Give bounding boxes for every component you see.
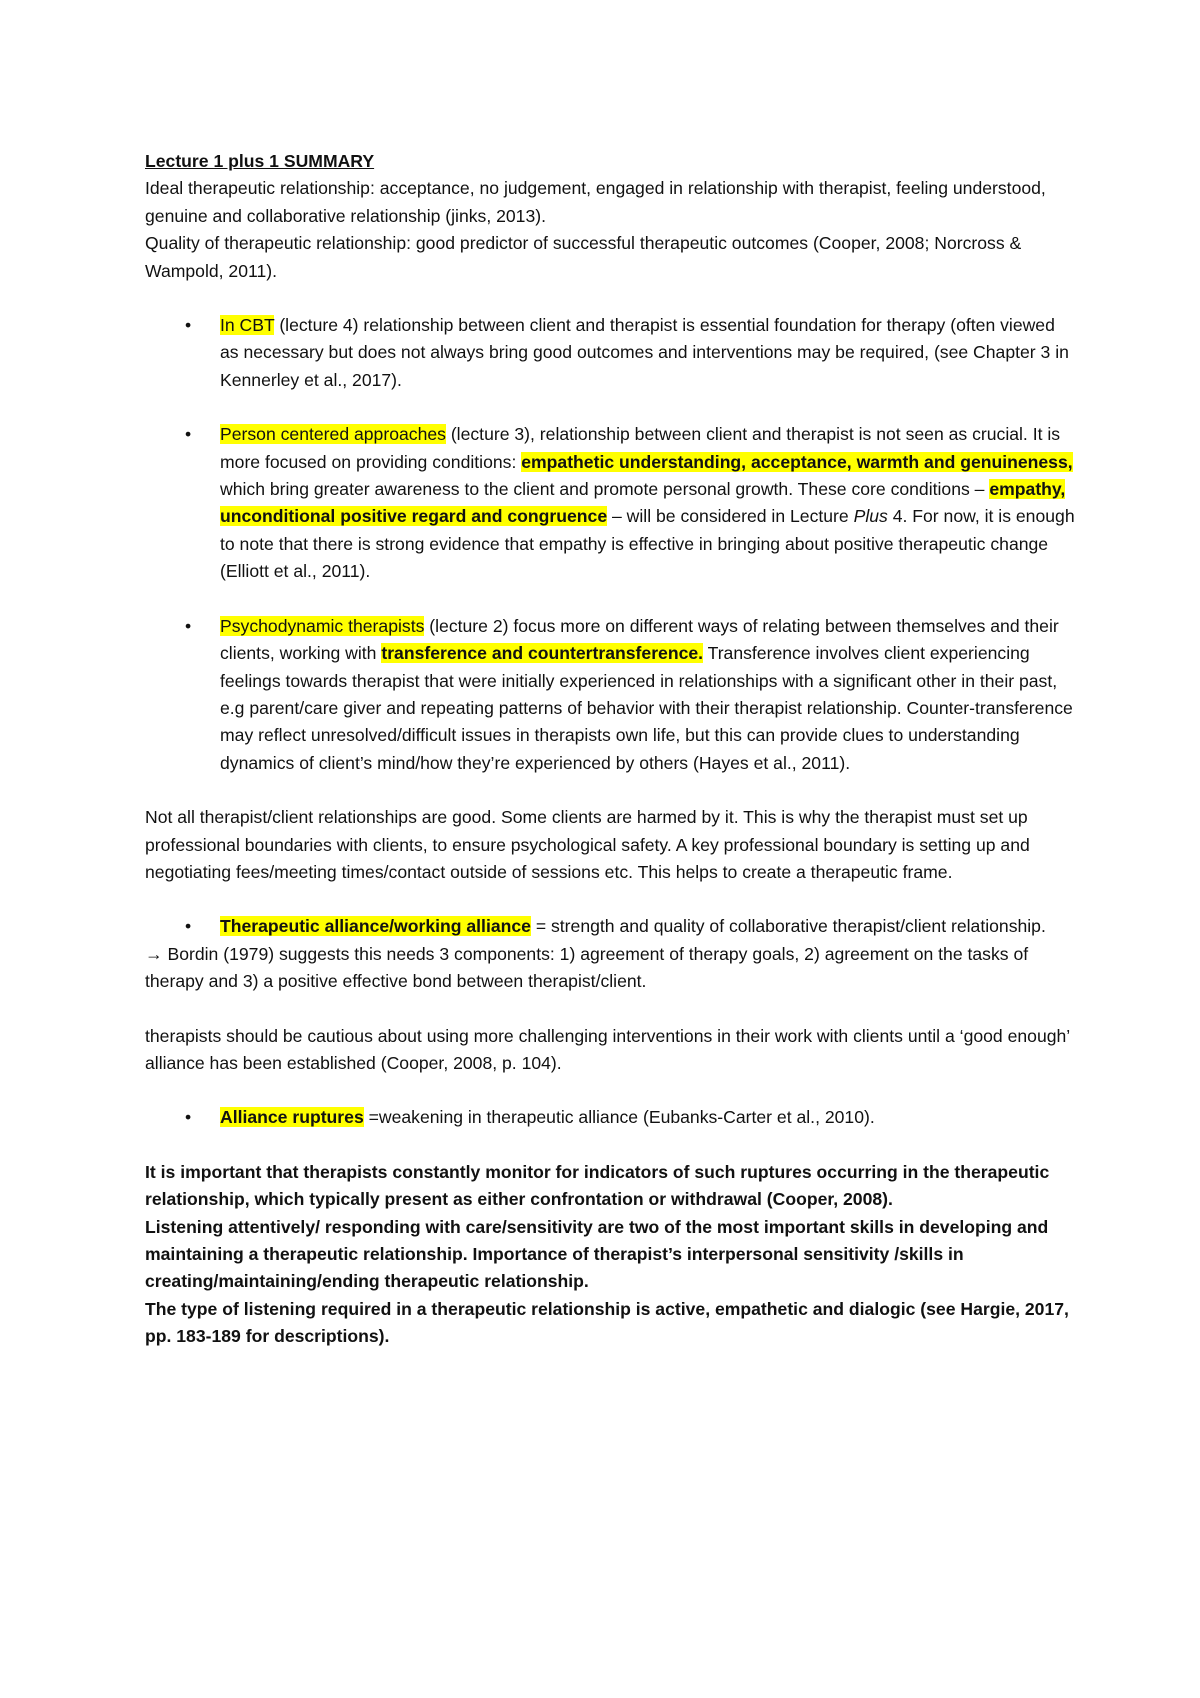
bullet-therapeutic-alliance <box>145 913 1075 940</box>
highlight-empathy-upr: empathy, unconditional positive regard and congruence <box>220 479 1066 527</box>
spacer <box>145 1077 1075 1104</box>
bullet-dot-icon: • <box>185 916 192 937</box>
paragraph-caution: therapists should be cautious about using more challenging interventions in their work with clients until a ‘good enough’ alliance has been established (Cooper, 2008, p. 104). <box>145 1025 1070 1073</box>
ruptures-text: =weakening in therapeutic alliance (Eubanks-Carter et al., 2010). <box>363 1107 875 1128</box>
cbt-text: (lecture 4) relationship between client and therapist is essential foundation for therapy (often viewed as necessary but does not always bring good outcomes and interventions may be required, (see Chapter 3 in Kennerley et al., 2017). <box>220 315 1069 390</box>
pca-text-4: 4. For now, it is enough to note that there is strong evidence that empathy is effective in bringing about positive therapeutic change (Elliott et al., 2011). <box>220 506 1075 582</box>
spacer <box>145 394 1075 421</box>
spacer <box>145 996 1075 1023</box>
highlight-transference: transference and countertransference. <box>381 643 704 664</box>
spacer <box>145 886 1075 913</box>
spacer <box>145 1132 1075 1159</box>
bullet-dot-icon: • <box>185 615 192 636</box>
highlight-core-conditions: empathetic understanding, acceptance, warmth and genuineness, <box>521 451 1073 472</box>
bullet-dot-icon: • <box>185 315 192 336</box>
bullet-alliance-ruptures <box>145 1104 1075 1131</box>
intro-ideal-relationship: Ideal therapeutic relationship: acceptance, no judgement, engaged in relationship with therapist, feeling understood, genuine and collaborative relationship (jinks, 2013). <box>145 178 1046 226</box>
pca-text-3: – will be considered in Lecture <box>607 506 854 527</box>
bullet-dot-icon: • <box>185 424 192 445</box>
paragraph-listening-type: The type of listening required in a therapeutic relationship is active, empathetic and dialogic (see Hargie, 2017, pp. 183-189 for descriptions). <box>145 1298 1069 1347</box>
bullet-person-centered <box>145 421 1075 585</box>
highlight-person-centered: Person centered approaches <box>220 424 446 445</box>
intro-quality-relationship: Quality of therapeutic relationship: good predictor of successful therapeutic outcomes (Cooper, 2008; Norcross & Wampold, 2011). <box>145 233 1022 281</box>
highlight-psychodynamic: Psychodynamic therapists <box>220 615 425 636</box>
psy-text-2: Transference involves client experiencing feelings towards therapist that were initially experienced in relationships with a significant other in their past, e.g parent/care giver and repeating patterns of behavior with their therapist relationship. Counter-transference may reflect unresolved/difficult issues in therapists own life, but this can provide clues to understanding dynamics of client’s mind/how they’re experienced by others (Hayes et al., 2011). <box>220 643 1073 773</box>
paragraph-bordin: → Bordin (1979) suggests this needs 3 components: 1) agreement of therapy goals, 2) agreement on the tasks of therapy and 3) a positive effective bond between therapist/client. <box>145 943 1029 992</box>
spacer <box>145 777 1075 804</box>
alliance-text: = strength and quality of collaborative therapist/client relationship. <box>530 916 1046 937</box>
bullet-cbt <box>145 312 1075 394</box>
paragraph-listening: Listening attentively/ responding with care/sensitivity are two of the most important skills in developing and maintaining a therapeutic relationship. Importance of therapist’s interpersonal sensitivity /skills in creating/maintaining/ending therapeutic relationship. <box>145 1216 1049 1292</box>
document-page <box>145 148 1075 1351</box>
pca-text-2: which bring greater awareness to the client and promote personal growth. These core conditions – <box>220 479 990 500</box>
paragraph-boundaries: Not all therapist/client relationships are good. Some clients are harmed by it. This is why the therapist must set up professional boundaries with clients, to ensure psychological safety. A key professional boundary is setting up and negotiating fees/meeting times/contact outside of sessions etc. This helps to create a therapeutic frame. <box>145 807 1030 882</box>
highlight-in-cbt: In CBT <box>220 315 275 336</box>
psy-text-1: (lecture 2) focus more on different ways of relating between themselves and their clients, working with <box>220 615 1059 664</box>
bullet-dot-icon: • <box>185 1107 192 1128</box>
pca-italic-plus: Plus <box>853 506 888 527</box>
highlight-alliance: Therapeutic alliance/working alliance <box>220 916 531 937</box>
bullet-psychodynamic <box>145 613 1075 777</box>
highlight-ruptures: Alliance ruptures <box>220 1107 364 1128</box>
spacer <box>145 285 1075 312</box>
paragraph-monitor-ruptures: It is important that therapists constantly monitor for indicators of such ruptures occurring in the therapeutic relationship, which typically present as either confrontation or withdrawal (Cooper, 2008). <box>145 1161 1050 1210</box>
spacer <box>145 586 1075 613</box>
document-title: Lecture 1 plus 1 SUMMARY <box>145 151 375 171</box>
pca-text-1: (lecture 3), relationship between client and therapist is not seen as crucial. It is more focused on providing conditions: <box>220 424 1061 472</box>
